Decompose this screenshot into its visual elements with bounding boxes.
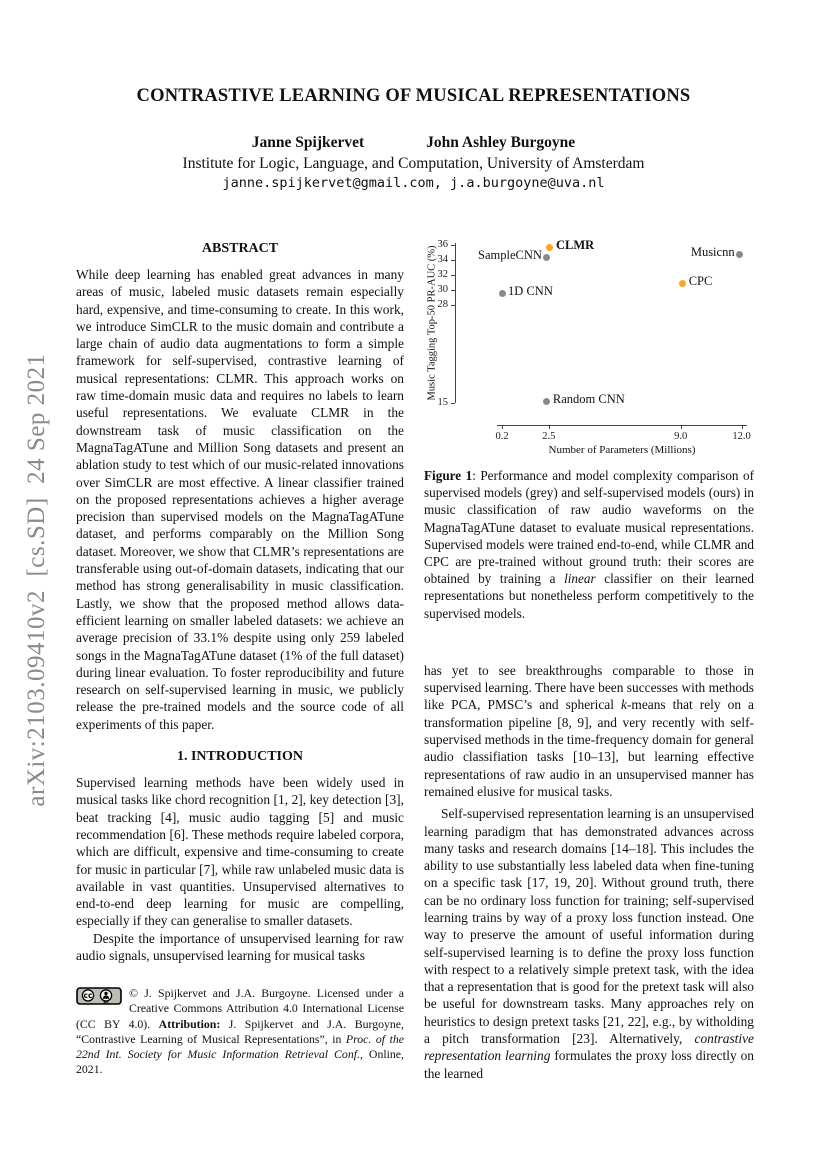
data-point-random-cnn: [543, 398, 550, 405]
y-tick-label: 28: [437, 299, 448, 310]
point-label-cpc: CPC: [688, 274, 713, 289]
point-label-musicnn: Musicnn: [690, 245, 735, 259]
point-label-samplecnn: SampleCNN: [478, 248, 542, 262]
y-tick-label: 15: [437, 396, 448, 408]
x-tick-label: 2.5: [542, 431, 556, 442]
intro-paragraph-1: Supervised learning methods have been widely used in musical tasks like chord recognition [1, 2], key detection [3], beat tracking [4], music audio tagging [5] and music recommendation [6]. These methods require labeled corpora, which are difficult, expensive and time-consuming to create for music in particular [7], while raw unlabeled music data is available in vast quantities. Unsupervised alternatives to end-to-end deep learning for music are compelling, especially if they can generalise to smaller datasets.: [76, 775, 404, 929]
data-point-cpc: [679, 280, 686, 287]
intro-paragraph-2: Despite the importance of unsupervised learning for raw audio signals, unsupervised learning for musical tasks: [76, 930, 404, 963]
introduction-heading: 1. INTRODUCTION: [176, 749, 303, 765]
x-axis-spine: [497, 425, 747, 426]
license-note: [76, 986, 404, 1078]
y-tick: [451, 245, 455, 246]
y-tick: [451, 305, 455, 306]
point-label-random-cnn: Random CNN: [552, 392, 625, 406]
figure1-chart: [424, 230, 754, 458]
x-tick: [681, 425, 682, 429]
x-tick: [502, 425, 503, 429]
x-tick: [742, 425, 743, 429]
data-point-1d-cnn: [499, 290, 506, 297]
y-tick-label: 36: [437, 239, 448, 250]
affiliation: Institute for Logic, Language, and Computation, University of Amsterdam: [182, 155, 645, 172]
left-column: [76, 241, 404, 964]
right-paragraph-2: Self-supervised representation learning is an unsupervised learning paradigm that has demonstrated advances across many tasks and research domains [14–18]. This includes the ability to use substantially less labeled data when fine-tuning on a specific task [17, 19, 20]. Without ground truth, there can be no ordinary loss function for training; self-supervised learning trains by way of a proxy loss function instead. One way to preserve the amount of useful information during self-supervised learning is to define the proxy loss function with respect to a relatively simple pretext task, with the idea that a representation that is good for the pretext task will also be useful for downstream tasks. Many approaches rely on heuristics to design pretext tasks [21, 22], e.g., by witholding a pitch transformation [23]. Alternatively, contrastive representation learning formulates the proxy loss directly on the learned: [424, 806, 754, 1081]
license-text: © J. Spijkervet and J.A. Burgoyne. Licensed under a Creative Commons Attribution 4.0 International License (CC BY 4.0). Attribution: J. Spijkervet and J.A. Burgoyne, “Contrastive Learning of Musical Representations”, in Proc. of the 22nd Int. Society for Music Information Retrieval Conf., Online, 2021.: [76, 986, 404, 1077]
y-tick: [451, 290, 455, 291]
y-tick-label: 32: [437, 269, 448, 280]
arxiv-stamp: arXiv:2103.09410v2 [cs.SD] 24 Sep 2021: [23, 353, 50, 807]
right-column: [424, 230, 754, 1082]
y-tick-label: 34: [437, 254, 448, 265]
y-tick-label: 30: [437, 284, 448, 295]
data-point-clmr: [546, 244, 553, 251]
authors-row: [0, 134, 827, 152]
data-point-samplecnn: [543, 254, 550, 261]
figure1-caption: Figure 1: Performance and model complexity comparison of supervised models (grey) and self-supervised models (ours) in music classification of raw audio waveforms on the MagnaTagATune dataset to evaluate musical representations. Supervised models were trained end-to-end, while CLMR and CPC are pre-trained without ground truth: their scores are obtained by training a linear classifier on their learned representations but nonetheless perform competitively to the supervised models.: [424, 468, 754, 621]
y-tick: [451, 403, 455, 404]
y-tick: [451, 260, 455, 261]
x-tick: [549, 425, 550, 429]
y-axis-spine: [455, 243, 456, 403]
point-label-1d-cnn: 1D CNN: [508, 284, 553, 298]
author-emails[interactable]: janne.spijkervet@gmail.com, j.a.burgoyne@uva.nl: [222, 175, 605, 191]
author-1: Janne Spijkervet: [251, 134, 365, 151]
data-point-musicnn: [736, 251, 743, 258]
x-tick-label: 9.0: [674, 431, 688, 442]
cc-by-badge-icon: [76, 987, 122, 1005]
x-tick-label: 12.0: [732, 431, 751, 442]
author-2: John Ashley Burgoyne: [426, 134, 576, 151]
svg-text:cc: cc: [83, 991, 93, 1000]
x-tick-label: 0.2: [495, 431, 509, 442]
y-axis-label: Music Tagging Top-50 PR-AUC (%): [426, 245, 438, 401]
paper-title: CONTRASTIVE LEARNING OF MUSICAL REPRESENTATIONS: [136, 86, 691, 106]
abstract-body: While deep learning has enabled great advances in many areas of music, labeled music datasets remain especially hard, expensive, and time-consuming to create. In this work, we introduce SimCLR to the music domain and contribute a large chain of audio data augmentations to form a simple framework for self-supervised, contrastive learning of musical representations: CLMR. This approach works on raw time-domain music data and requires no labels to learn useful representations. We evaluate CLMR in the downstream task of music classification on the MagnaTagATune and Million Song datasets and present an ablation study to test which of our music-related innovations over SimCLR are most effective. A linear classifier trained on the proposed representations achieves a higher average precision than supervised models on the MagnaTagATune dataset, and performs comparably on the Million Song dataset. Moreover, we show that CLMR’s representations are transferable using out-of-domain datasets, indicating that our method has strong generalisability in music classification. Lastly, we show that the proposed method allows data-efficient learning on smaller labeled datasets: we achieve an average precision of 33.1% despite using only 259 labeled songs in the MagnaTagATune dataset (1% of the full dataset) during linear evaluation. To foster reproducibility and future research on self-supervised learning in music, we publicly release the pre-trained models and the source code of all experiments of this paper.: [76, 267, 404, 732]
point-label-clmr: CLMR: [555, 238, 595, 253]
x-axis-label: Number of Parameters (Millions): [548, 444, 696, 456]
y-tick: [451, 275, 455, 276]
abstract-heading: ABSTRACT: [201, 241, 279, 256]
right-paragraph-1: has yet to see breakthroughs comparable to those in supervised learning. There have been successes with methods like PCA, PMSC’s and spherical k-means that rely on a transformation pipeline [8, 9], and very recently with self-supervised methods in the time-frequency domain for general audio classifiation tasks [10–13], but learning effective representations of raw audio in an unsupervised manner has remained elusive for musical tasks.: [424, 662, 755, 799]
svg-text:BY: BY: [103, 1001, 109, 1005]
